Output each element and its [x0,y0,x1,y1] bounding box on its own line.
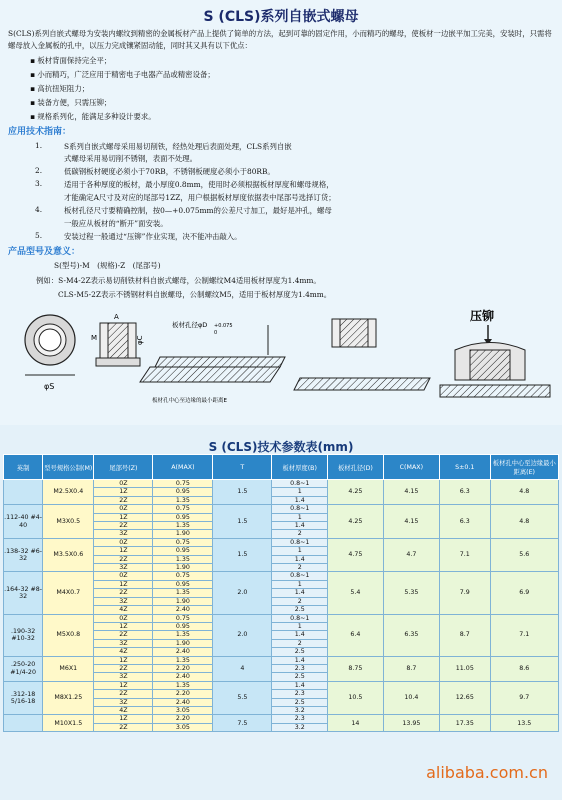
cell-thickness: 2.5 [272,606,328,614]
cell-thickness: 1.4 [272,656,328,664]
dim-m-label: M [91,334,98,342]
step-number: 3. [35,179,43,188]
cell-a-max: 1.35 [153,522,213,530]
cell-a-max: 2.40 [153,606,213,614]
cell-thickness: 3.2 [272,723,328,731]
cell-thickness: 1 [272,488,328,496]
cell-thickness: 2.5 [272,698,328,706]
installation-diagram [0,305,562,425]
step-number: 4. [35,205,43,214]
cell-hole: 4.75 [328,538,383,572]
cell-suffix: 2Z [94,664,153,672]
press-label: 压铆 [470,309,495,323]
table-row [4,480,559,488]
cell-size: M6X1 [43,656,94,681]
cell-size: M3X0.5 [43,505,94,539]
example-line: 例如：S-M4-2Z表示易切削铁材料自嵌式螺母，公制螺纹M4适用板材厚度为1.4mm。 [36,276,321,285]
cell-thickness: 2 [272,564,328,572]
cell-suffix: 4Z [94,606,153,614]
table-row [4,614,559,622]
sheet-hole-view [140,320,285,404]
table-header-row [4,455,559,480]
cell-edge: 8.6 [490,656,558,681]
cell-edge: 6.9 [490,572,558,614]
cell-imperial: .112-40 #4-40 [4,505,43,539]
cell-a-max: 0.95 [153,488,213,496]
cell-imperial [4,480,43,505]
cell-suffix: 3Z [94,530,153,538]
cell-thickness: 1.4 [272,589,328,597]
cell-c-max: 4.15 [383,480,439,505]
step-text: 低碳钢板材硬度必须小于70RB，不锈钢板硬度必须小于80RB。 [64,167,275,176]
cell-c-max: 4.15 [383,505,439,539]
step-number: 2. [35,166,43,175]
bullet-item: ▪ 小而精巧，广泛应用于精密电子电器产品或精密设备； [30,70,215,79]
cell-a-max: 1.35 [153,496,213,504]
dim-s-label: φS [44,382,55,391]
col-header-size: 型号规格公制(M) [43,455,94,480]
cell-t: 1.5 [213,538,272,572]
cell-a-max: 0.95 [153,547,213,555]
cell-edge: 7.1 [490,614,558,656]
table-row [4,572,559,580]
cell-thickness: 0.8~1 [272,480,328,488]
cell-a-max: 1.35 [153,631,213,639]
cell-thickness: 2.3 [272,690,328,698]
cell-a-max: 2.20 [153,690,213,698]
cell-s: 8.7 [440,614,491,656]
cell-a-max: 2.20 [153,715,213,723]
cell-suffix: 1Z [94,622,153,630]
tolerance-label: +0.075 [214,323,233,329]
cell-s: 11.05 [440,656,491,681]
cell-size: M10X1.5 [43,715,94,732]
cell-a-max: 0.75 [153,480,213,488]
cell-a-max: 1.35 [153,656,213,664]
cell-suffix: 4Z [94,706,153,714]
cell-hole: 5.4 [328,572,383,614]
cell-imperial: .138-32 #6-32 [4,538,43,572]
cell-hole: 4.25 [328,480,383,505]
cell-size: M5X0.8 [43,614,94,656]
table-row [4,656,559,664]
cell-suffix: 2Z [94,589,153,597]
bullet-item: ▪ 板材背面保持完全平； [30,56,112,65]
col-header-thickness: 板材厚度(B) [272,455,328,480]
cell-suffix: 3Z [94,698,153,706]
cell-suffix: 2Z [94,723,153,731]
cell-a-max: 0.75 [153,614,213,622]
cell-thickness: 1 [272,547,328,555]
cell-hole: 4.25 [328,505,383,539]
cell-thickness: 3.2 [272,706,328,714]
page-title: S (CLS)系列自嵌式螺母 [203,9,359,25]
bullet-item: ▪ 规格系列化，能满足多种设计要求。 [30,112,156,121]
cell-hole: 14 [328,715,383,732]
cell-edge: 4.8 [490,480,558,505]
cell-a-max: 3.05 [153,706,213,714]
col-header-edge: 板材孔中心至边缘最小距离(E) [490,455,558,480]
specs-table [3,454,559,732]
table-row [4,538,559,546]
cell-edge: 13.5 [490,715,558,732]
cell-hole: 10.5 [328,681,383,715]
cell-a-max: 1.35 [153,555,213,563]
cell-thickness: 1.4 [272,681,328,689]
model-format: S(型号)-M (规格)-Z (尾部号) [54,261,161,270]
cell-suffix: 4Z [94,648,153,656]
step-text: S系列自嵌式螺母采用易切削铁，经热处理后表面处理，CLS系列自嵌 [64,142,292,151]
cell-thickness: 2.5 [272,648,328,656]
cell-thickness: 2 [272,597,328,605]
col-header-a: A(MAX) [153,455,213,480]
dim-a-label: A [114,313,119,321]
cell-edge: 9.7 [490,681,558,715]
cell-suffix: 2Z [94,496,153,504]
cell-c-max: 13.95 [383,715,439,732]
hole-diameter-label: 板材孔径φD [172,321,208,329]
cell-suffix: 3Z [94,564,153,572]
cell-c-max: 6.35 [383,614,439,656]
cell-a-max: 0.95 [153,513,213,521]
cell-t: 1.5 [213,480,272,505]
col-header-imperial: 英制 [4,455,43,480]
cell-c-max: 10.4 [383,681,439,715]
nut-inserted-view [294,319,430,390]
cell-a-max: 0.95 [153,580,213,588]
cell-s: 17.35 [440,715,491,732]
watermark: alibaba.com.cn [426,763,548,782]
min-edge-label: 板材孔中心至边缘的最小距离E [152,398,227,404]
cell-imperial [4,715,43,732]
nut-top-view [25,315,75,391]
cell-thickness: 1.4 [272,555,328,563]
cell-suffix: 1Z [94,681,153,689]
cell-edge: 5.6 [490,538,558,572]
cell-a-max: 2.40 [153,673,213,681]
step-text: 式螺母采用易切削不锈钢，表面不处理。 [64,154,198,163]
cell-suffix: 1Z [94,488,153,496]
cell-t: 1.5 [213,505,272,539]
cell-suffix: 1Z [94,580,153,588]
table-row [4,681,559,689]
dim-c-label: φC [136,335,144,345]
cell-t: 5.5 [213,681,272,715]
nut-side-view [91,313,144,366]
col-header-c: C(MAX) [383,455,439,480]
cell-t: 4 [213,656,272,681]
cell-a-max: 1.35 [153,589,213,597]
cell-thickness: 0.8~1 [272,614,328,622]
step-number: 1. [35,141,43,150]
cell-s: 6.3 [440,480,491,505]
cell-s: 7.9 [440,572,491,614]
cell-a-max: 2.20 [153,664,213,672]
cell-suffix: 1Z [94,656,153,664]
cell-size: M4X0.7 [43,572,94,614]
step-text: 一般应从板材的“断开”面安装。 [64,219,168,228]
cell-size: M2.5X0.4 [43,480,94,505]
cell-suffix: 3Z [94,639,153,647]
step-text: 适用于各种厚度的板材，最小厚度0.8mm，使用时必须根据板材厚度和螺母规格， [64,180,334,189]
cell-a-max: 0.75 [153,538,213,546]
step-number: 5. [35,231,43,240]
cell-suffix: 0Z [94,505,153,513]
bullet-item: ▪ 装备方便，只需压铆； [30,98,112,107]
cell-a-max: 2.40 [153,648,213,656]
cell-edge: 4.8 [490,505,558,539]
press-rivet-view [440,308,550,397]
cell-suffix: 3Z [94,597,153,605]
cell-suffix: 0Z [94,572,153,580]
cell-a-max: 1.90 [153,639,213,647]
cell-a-max: 0.95 [153,622,213,630]
cell-thickness: 0.8~1 [272,505,328,513]
cell-suffix: 2Z [94,690,153,698]
cell-a-max: 0.75 [153,505,213,513]
cell-c-max: 4.7 [383,538,439,572]
cell-s: 7.1 [440,538,491,572]
step-text: 板材孔径尺寸要精确控制，按0—+0.075mm的公差尺寸加工，最好是冲孔，螺母 [64,206,332,215]
cell-suffix: 1Z [94,547,153,555]
cell-imperial: .250-20 #1/4-20 [4,656,43,681]
cell-imperial: .312-18 5/16-18 [4,681,43,715]
cell-s: 6.3 [440,505,491,539]
example-line: CLS-M5-2Z表示不锈钢材料自嵌螺母，公制螺纹M5，适用于板材厚度为1.4mm。 [58,290,332,299]
table-title: S (CLS)技术参数表(mm) [208,440,354,454]
bullet-item: ▪ 高抗扭矩阻力； [30,84,90,93]
intro-paragraph: S(CLS)系列自嵌式螺母为安装内螺纹到精密的金属板材产品上提供了简单的方法，起到可靠的固定作用，小而精巧的螺母，使板材一边嵌平加工完美，安装时，只需将螺母放入金属板的孔中，以压力完成镶紧固动能，同时其又具有以下优点： [8,29,552,50]
cell-suffix: 2Z [94,631,153,639]
cell-suffix: 0Z [94,480,153,488]
section-title-guide: 应用技术指南： [8,127,72,137]
cell-t: 2.0 [213,572,272,614]
col-header-hole: 板材孔径(D) [328,455,383,480]
cell-imperial: .190-32 #10-32 [4,614,43,656]
cell-thickness: 1 [272,513,328,521]
step-text: 安装过程一般通过“压铆”作业实现，决不能冲击敲入。 [64,232,242,241]
cell-size: M3.5X0.6 [43,538,94,572]
cell-c-max: 8.7 [383,656,439,681]
cell-suffix: 2Z [94,522,153,530]
cell-s: 12.65 [440,681,491,715]
cell-a-max: 1.35 [153,681,213,689]
step-text: 才能确定A尺寸及对应的尾部号1ZZ，用户根据板材厚度依据表中尾部号选择订货； [64,193,336,202]
table-row [4,505,559,513]
cell-suffix: 3Z [94,673,153,681]
cell-suffix: 0Z [94,538,153,546]
col-header-suffix: 尾部号(Z) [94,455,153,480]
cell-thickness: 0.8~1 [272,572,328,580]
cell-a-max: 0.75 [153,572,213,580]
cell-t: 2.0 [213,614,272,656]
cell-thickness: 1 [272,580,328,588]
cell-thickness: 1.4 [272,631,328,639]
cell-thickness: 1.4 [272,522,328,530]
cell-hole: 6.4 [328,614,383,656]
cell-suffix: 2Z [94,555,153,563]
cell-thickness: 1.4 [272,496,328,504]
cell-t: 7.5 [213,715,272,732]
tolerance-zero: 0 [214,330,218,336]
table-row [4,715,559,723]
cell-hole: 8.75 [328,656,383,681]
cell-thickness: 2 [272,639,328,647]
cell-suffix: 1Z [94,715,153,723]
cell-suffix: 1Z [94,513,153,521]
cell-thickness: 2.3 [272,664,328,672]
cell-a-max: 3.05 [153,723,213,731]
col-header-s: S±0.1 [440,455,491,480]
cell-thickness: 2.5 [272,673,328,681]
cell-a-max: 1.90 [153,564,213,572]
cell-thickness: 2 [272,530,328,538]
cell-a-max: 2.40 [153,698,213,706]
cell-a-max: 1.90 [153,597,213,605]
cell-c-max: 5.35 [383,572,439,614]
cell-size: M8X1.25 [43,681,94,715]
cell-suffix: 0Z [94,614,153,622]
table-body [4,480,559,732]
cell-thickness: 1 [272,622,328,630]
cell-thickness: 0.8~1 [272,538,328,546]
cell-thickness: 2.3 [272,715,328,723]
cell-imperial: .164-32 #8-32 [4,572,43,614]
cell-a-max: 1.90 [153,530,213,538]
col-header-t: T [213,455,272,480]
section-title-model: 产品型号及意义： [8,247,81,257]
